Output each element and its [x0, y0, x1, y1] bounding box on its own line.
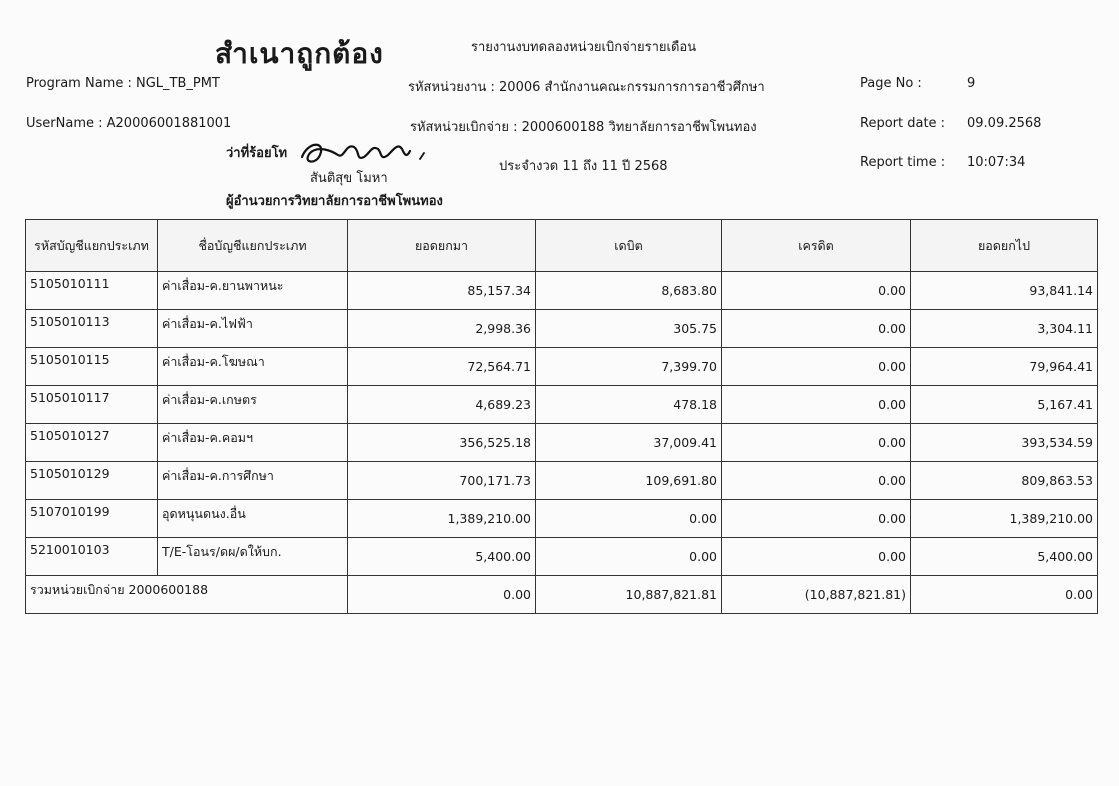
account-name-cell: T/E-โอนร/ดผ/ดให้บก.	[158, 538, 348, 576]
certified-copy-stamp: สำเนาถูกต้อง	[215, 37, 384, 70]
credit-cell: 0.00	[722, 462, 911, 500]
debit-cell: 7,399.70	[536, 348, 722, 386]
credit-cell: 0.00	[722, 538, 911, 576]
credit-cell: 0.00	[722, 500, 911, 538]
account-code-cell: 5105010117	[26, 386, 158, 424]
program-name: Program Name : NGL_TB_PMT	[26, 76, 220, 91]
debit-cell: 0.00	[536, 538, 722, 576]
col-header-account-name: ชื่อบัญชีแยกประเภท	[158, 220, 348, 272]
total-debit-cell: 10,887,821.81	[536, 576, 722, 614]
account-name-cell: ค่าเสื่อม-ค.การศึกษา	[158, 462, 348, 500]
col-header-brought-forward: ยอดยกมา	[348, 220, 536, 272]
account-name-cell: ค่าเสื่อม-ค.ไฟฟ้า	[158, 310, 348, 348]
carried-forward-cell: 809,863.53	[911, 462, 1098, 500]
brought-forward-cell: 4,689.23	[348, 386, 536, 424]
report-time-value: 10:07:34	[967, 155, 1026, 170]
brought-forward-cell: 5,400.00	[348, 538, 536, 576]
carried-forward-cell: 5,400.00	[911, 538, 1098, 576]
report-period: ประจำงวด 11 ถึง 11 ปี 2568	[499, 159, 668, 174]
user-name: UserName : A20006001881001	[26, 116, 232, 131]
account-code-cell: 5105010113	[26, 310, 158, 348]
total-credit-cell: (10,887,821.81)	[722, 576, 911, 614]
col-header-debit: เดบิต	[536, 220, 722, 272]
account-code-cell: 5210010103	[26, 538, 158, 576]
account-name-cell: ค่าเสื่อม-ค.คอมฯ	[158, 424, 348, 462]
table-row	[26, 424, 1098, 462]
handwritten-signature	[298, 135, 428, 171]
certifier-rank: ว่าที่ร้อยโท	[226, 146, 288, 161]
debit-cell: 8,683.80	[536, 272, 722, 310]
table-row	[26, 538, 1098, 576]
table-row	[26, 272, 1098, 310]
carried-forward-cell: 79,964.41	[911, 348, 1098, 386]
account-code-cell: 5105010111	[26, 272, 158, 310]
certifier-name: สันติสุข โมหา	[310, 171, 388, 186]
total-brought-forward-cell: 0.00	[348, 576, 536, 614]
col-header-credit: เครดิต	[722, 220, 911, 272]
brought-forward-cell: 356,525.18	[348, 424, 536, 462]
account-name-cell: ค่าเสื่อม-ค.โฆษณา	[158, 348, 348, 386]
account-code-cell: 5107010199	[26, 500, 158, 538]
disbursing-unit: รหัสหน่วยเบิกจ่าย : 2000600188 วิทยาลัยการอาชีพโพนทอง	[410, 120, 757, 135]
page-no-value: 9	[967, 76, 976, 91]
account-name-cell: อุดหนุนดนง.อื่น	[158, 500, 348, 538]
table-row	[26, 386, 1098, 424]
carried-forward-cell: 5,167.41	[911, 386, 1098, 424]
table-row	[26, 500, 1098, 538]
credit-cell: 0.00	[722, 272, 911, 310]
brought-forward-cell: 72,564.71	[348, 348, 536, 386]
col-header-carried-forward: ยอดยกไป	[911, 220, 1098, 272]
table-total-row	[26, 576, 1098, 614]
account-code-cell: 5105010129	[26, 462, 158, 500]
total-label-cell: รวมหน่วยเบิกจ่าย 2000600188	[26, 576, 348, 614]
table-row	[26, 348, 1098, 386]
report-time-label: Report time :	[860, 155, 946, 170]
debit-cell: 109,691.80	[536, 462, 722, 500]
table-row	[26, 310, 1098, 348]
credit-cell: 0.00	[722, 310, 911, 348]
report-date-value: 09.09.2568	[967, 116, 1042, 131]
carried-forward-cell: 93,841.14	[911, 272, 1098, 310]
carried-forward-cell: 3,304.11	[911, 310, 1098, 348]
account-code-cell: 5105010115	[26, 348, 158, 386]
credit-cell: 0.00	[722, 386, 911, 424]
carried-forward-cell: 393,534.59	[911, 424, 1098, 462]
report-title: รายงานงบทดลองหน่วยเบิกจ่ายรายเดือน	[471, 40, 697, 55]
certifier-position: ผู้อำนวยการวิทยาลัยการอาชีพโพนทอง	[226, 194, 443, 209]
trial-balance-table	[25, 219, 1098, 614]
table-header-row	[26, 220, 1098, 272]
brought-forward-cell: 2,998.36	[348, 310, 536, 348]
debit-cell: 478.18	[536, 386, 722, 424]
debit-cell: 0.00	[536, 500, 722, 538]
carried-forward-cell: 1,389,210.00	[911, 500, 1098, 538]
account-code-cell: 5105010127	[26, 424, 158, 462]
credit-cell: 0.00	[722, 424, 911, 462]
account-name-cell: ค่าเสื่อม-ค.ยานพาหนะ	[158, 272, 348, 310]
credit-cell: 0.00	[722, 348, 911, 386]
table-row	[26, 462, 1098, 500]
brought-forward-cell: 85,157.34	[348, 272, 536, 310]
total-carried-forward-cell: 0.00	[911, 576, 1098, 614]
debit-cell: 305.75	[536, 310, 722, 348]
agency-code: รหัสหน่วยงาน : 20006 สำนักงานคณะกรรมการการอาชีวศึกษา	[408, 80, 765, 95]
account-name-cell: ค่าเสื่อม-ค.เกษตร	[158, 386, 348, 424]
report-date-label: Report date :	[860, 116, 946, 131]
page-no-label: Page No :	[860, 76, 922, 91]
brought-forward-cell: 700,171.73	[348, 462, 536, 500]
debit-cell: 37,009.41	[536, 424, 722, 462]
col-header-account-code: รหัสบัญชีแยกประเภท	[26, 220, 158, 272]
brought-forward-cell: 1,389,210.00	[348, 500, 536, 538]
